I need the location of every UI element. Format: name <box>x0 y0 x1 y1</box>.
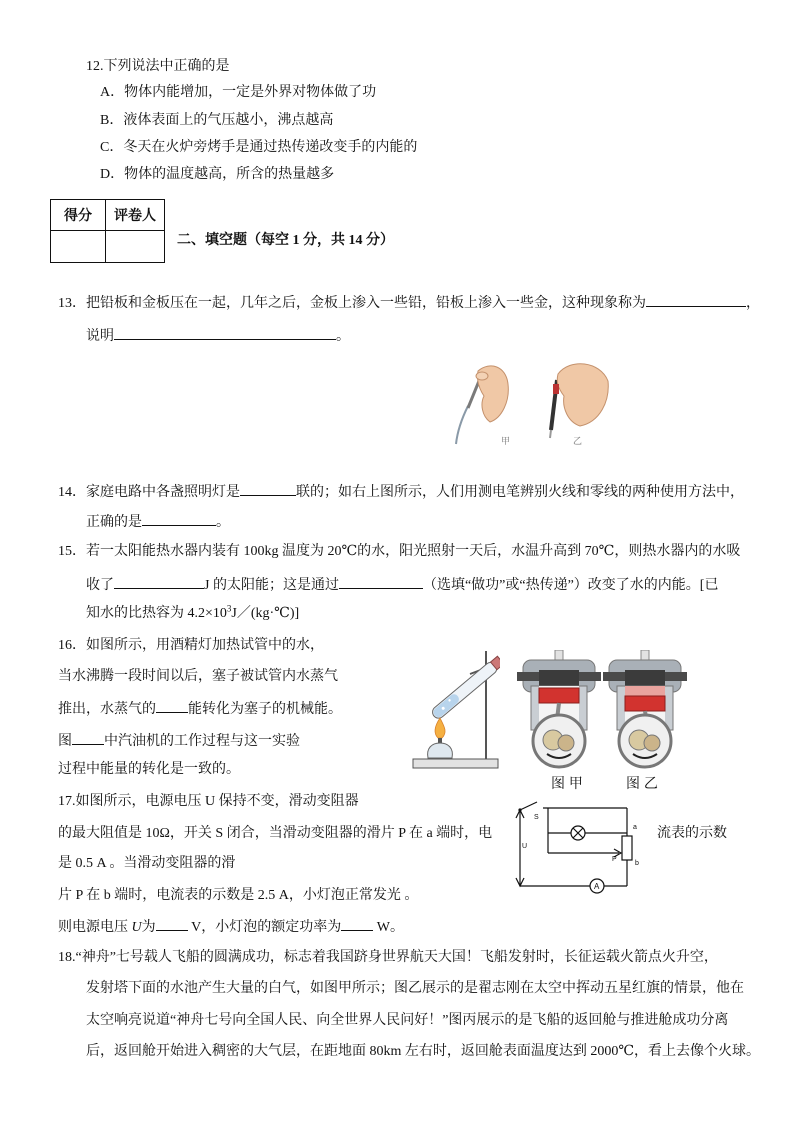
q17-line-3: 是 0.5 A 。当滑动变阻器的滑 <box>58 856 236 871</box>
answer-blank <box>240 482 296 496</box>
score-table <box>50 199 165 263</box>
q15-text: 知水的比热容为 4.2×10 <box>86 606 227 621</box>
q18-line-4: 后，返回舱开始进入稠密的大气层，在距地面 80km 左右时，返回舱表面温度达到 2000℃，看上去像个火球。 <box>86 1044 761 1059</box>
q14-text: 。 <box>216 515 230 530</box>
alcohol-lamp <box>428 743 453 758</box>
test-pen-hand-b <box>550 364 608 446</box>
answer-blank <box>156 917 188 931</box>
tube-water <box>432 692 461 719</box>
q14-text: 联的；如右上图所示，人们用测电笔辨别火线和零线的两种使用方法中， <box>296 485 744 500</box>
grader-label: 评卷人 <box>106 200 165 231</box>
q18-line-1: 18.“神舟”七号载人飞船的圆满成功，标志着我国跻身世界航天大国！飞船发射时，长征运载火箭点火升空， <box>58 950 718 965</box>
engine-label-a: 图 甲 <box>551 775 583 791</box>
q13-text: 13．把铅板和金板压在一起，几年之后，金板上渗入一些铅，铅板上渗入一些金，这种现象称为 <box>58 296 646 311</box>
engine-label-b: 图 乙 <box>626 775 658 791</box>
q15-text: 收了 <box>86 578 114 593</box>
q17-text: 则电源电压 <box>58 920 132 935</box>
voltage-variable: U <box>131 920 142 935</box>
q12-stem: 12.下列说法中正确的是 <box>86 59 230 74</box>
lamp-cross <box>573 828 583 838</box>
label-jia: 甲 <box>501 436 511 446</box>
q15-text: J／(kg·℃)] <box>231 606 300 621</box>
circuit-diagram <box>505 798 645 894</box>
pen-tip <box>550 430 551 438</box>
answer-blank <box>341 917 373 931</box>
slider-label: P <box>612 856 617 863</box>
intake-port <box>603 672 625 681</box>
q14-line-1 <box>58 482 744 502</box>
combustion-chamber <box>539 670 579 686</box>
q16-text: 图 <box>58 734 72 749</box>
answer-blank <box>142 512 216 526</box>
q12-option-a: A．物体内能增加，一定是外界对物体做了功 <box>100 85 377 100</box>
spark-plug <box>555 650 563 661</box>
q13-line-1 <box>58 293 760 313</box>
pen-clip <box>553 384 559 394</box>
answer-blank <box>339 575 423 589</box>
q17-line-4: 片 P 在 b 端时，电流表的示数是 2.5 A，小灯泡正常发光 。 <box>58 888 419 903</box>
q15-line-3 <box>86 605 299 623</box>
pen-cable <box>456 406 468 444</box>
section-title: 二、填空题（每空 1 分，共 14 分） <box>177 233 394 248</box>
q13-punct: 。 <box>336 329 350 344</box>
end-a-label: a <box>633 824 637 831</box>
q14-line-2 <box>86 512 230 532</box>
answer-blank <box>156 699 188 713</box>
q16-line-5: 过程中能量的转化是一致的。 <box>58 762 240 777</box>
answer-blank <box>114 326 336 340</box>
q18-line-2: 发射塔下面的水池产生大量的白气，如图甲所示；图乙展示的是翟志刚在太空中挥动五星红旗的情景，他在 <box>86 981 744 996</box>
answer-blank <box>646 293 746 307</box>
test-tube-apparatus <box>408 648 500 774</box>
crank-wheel <box>558 735 574 751</box>
q16-line-2: 当水沸腾一段时间以后，塞子被试管内水蒸气 <box>58 669 338 684</box>
spark-plug <box>641 650 649 661</box>
test-pen-figure <box>440 356 610 448</box>
flame-icon <box>435 718 445 738</box>
q17-text: V，小灯泡的额定功率为 <box>187 920 342 935</box>
q17-line-1: 17.如图所示，电源电压 U 保持不变，滑动变阻器 <box>58 794 359 809</box>
q15-text: J 的太阳能；这是通过 <box>204 578 339 593</box>
exhaust-port <box>579 672 601 681</box>
q17-text: W。 <box>373 920 404 935</box>
q16-text: 推出，水蒸气的 <box>58 702 156 717</box>
q13-text: 说明 <box>86 329 114 344</box>
piston <box>539 688 579 703</box>
test-pen-hand-a <box>456 366 510 446</box>
q17-line-5 <box>58 917 404 937</box>
q13-punct: ， <box>746 296 760 311</box>
hand-icon <box>557 364 608 426</box>
q16-line-3 <box>58 699 342 719</box>
exponent: 3 <box>226 603 232 614</box>
combustion-chamber <box>625 670 665 686</box>
crank-wheel <box>644 735 660 751</box>
hot-gas <box>625 686 665 696</box>
grader-cell <box>106 231 165 263</box>
stand-base <box>413 759 498 768</box>
rheostat <box>622 836 632 860</box>
q17-line-2-tail: 流表的示数 <box>657 826 727 841</box>
q12-option-c: C．冬天在火炉旁烤手是通过热传递改变手的内能的 <box>100 140 418 155</box>
engine-figure-b <box>603 650 687 770</box>
ammeter-label: A <box>594 882 600 891</box>
engine-figure-a <box>517 650 601 770</box>
q16-line-4 <box>58 731 300 751</box>
q16-text: 中汽油机的工作过程与这一实验 <box>104 734 300 749</box>
label-yi: 乙 <box>573 436 583 446</box>
answer-blank <box>114 575 204 589</box>
q16-text: 能转化为塞子的机械能。 <box>188 702 342 717</box>
answer-blank <box>72 731 104 745</box>
q16-line-1: 16．如图所示，用酒精灯加热试管中的水， <box>58 638 324 653</box>
q14-text: 14．家庭电路中各盏照明灯是 <box>58 485 240 500</box>
finger <box>476 372 488 380</box>
exhaust-port <box>665 672 687 681</box>
piston <box>625 696 665 711</box>
q17-line-2: 的最大阻值是 10Ω，开关 S 闭合，当滑动变阻器的滑片 P 在 a 端时，电 <box>58 826 493 841</box>
voltage-label: U <box>522 843 528 850</box>
score-cell <box>51 231 106 263</box>
q15-text: （选填“做功”或“热传递”）改变了水的内能。[已 <box>422 578 719 593</box>
q12-option-b: B．液体表面上的气压越小，沸点越高 <box>100 113 334 128</box>
switch-pivot <box>518 808 521 811</box>
switch-blade <box>520 802 537 810</box>
q13-line-2 <box>86 326 350 346</box>
end-b-label: b <box>635 860 639 867</box>
lamp-wick <box>438 738 442 743</box>
q12-option-d: D．物体的温度越高，所含的热量越多 <box>100 167 335 182</box>
test-tube <box>430 655 500 720</box>
score-label: 得分 <box>51 200 106 231</box>
switch-label: S <box>534 814 539 821</box>
q17-text: 为 <box>141 920 156 935</box>
q15-line-2 <box>86 575 718 595</box>
q15-line-1: 15．若一太阳能热水器内装有 100kg 温度为 20℃的水，阳光照射一天后，水温升高到 70℃，则热水器内的水吸 <box>58 544 741 559</box>
intake-port <box>517 672 539 681</box>
q18-line-3: 太空响亮说道“神舟七号向全国人民、向全世界人民问好！”图丙展示的是飞船的返回舱与推进舱成功分离 <box>86 1013 729 1028</box>
q14-text: 正确的是 <box>86 515 142 530</box>
